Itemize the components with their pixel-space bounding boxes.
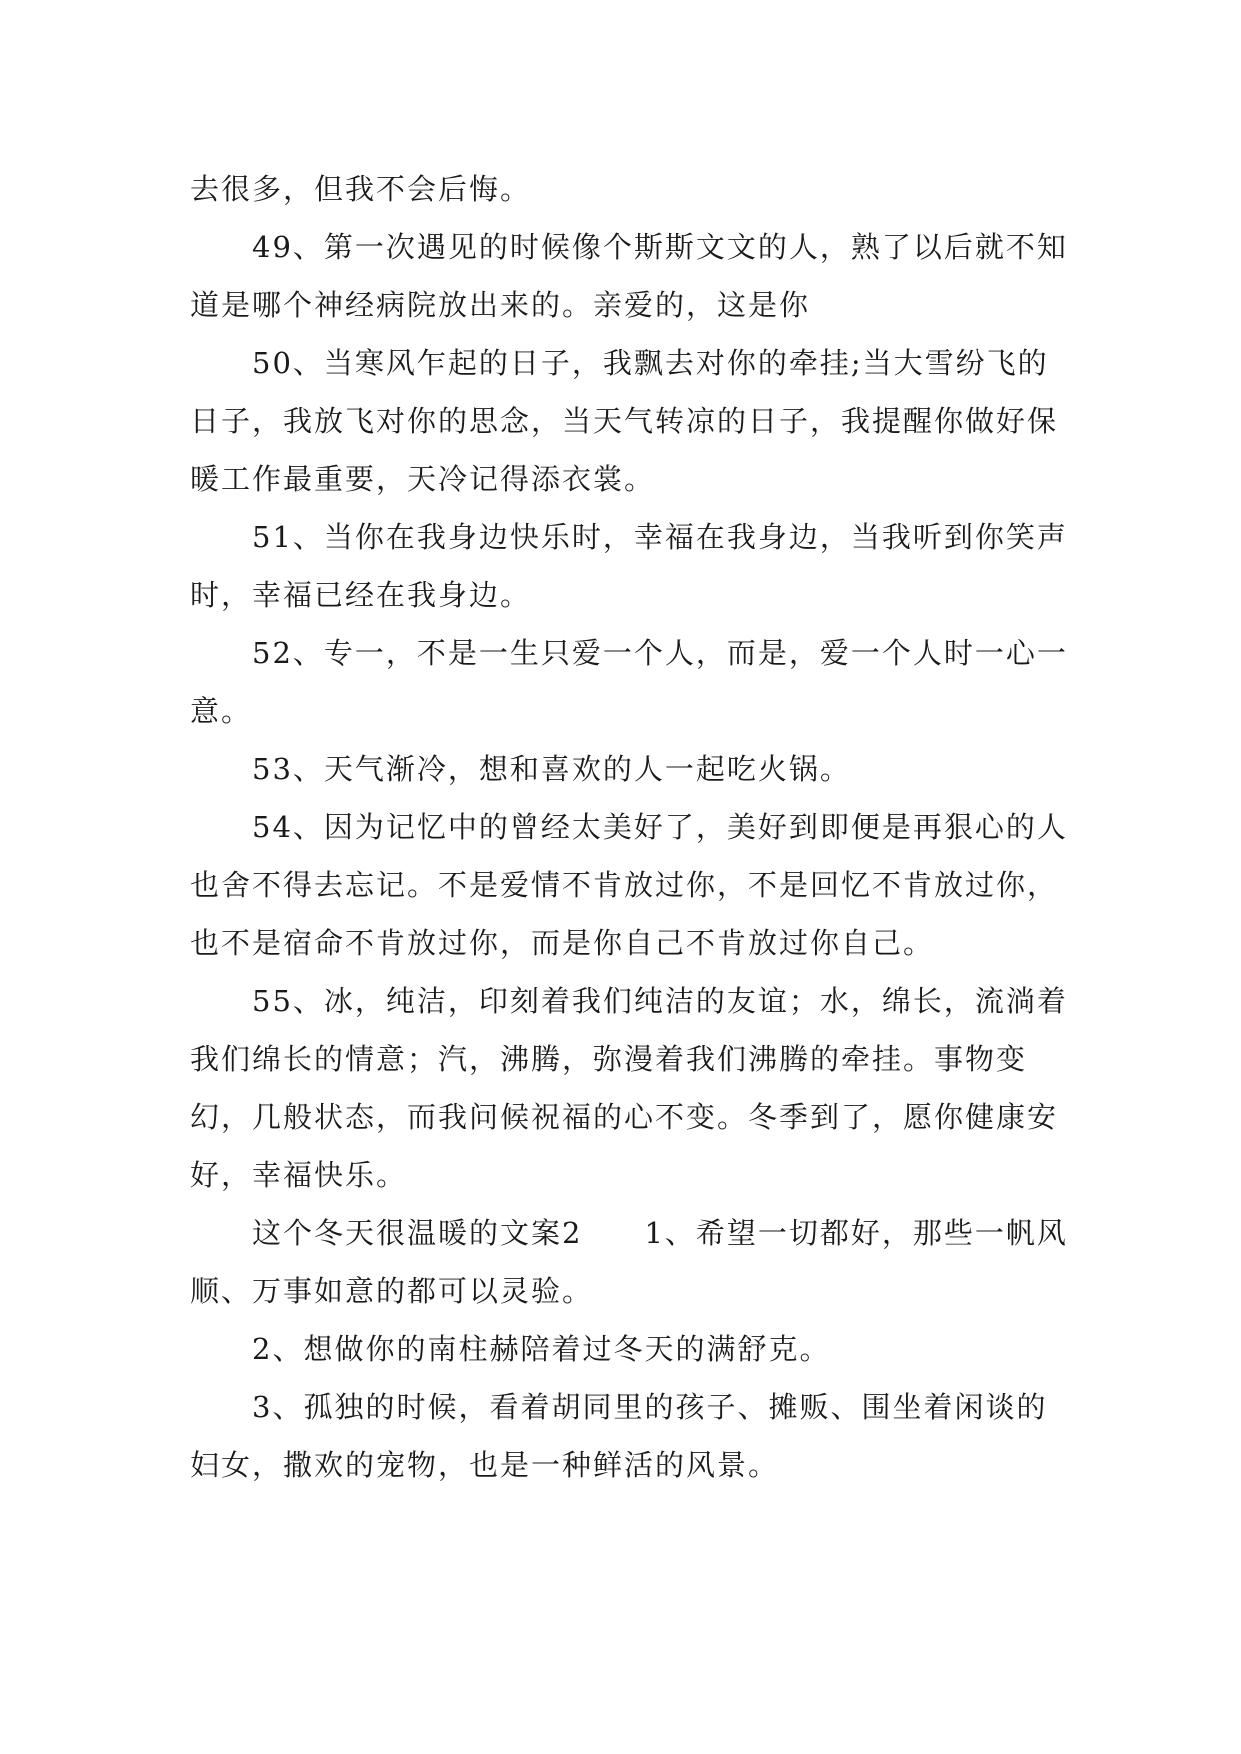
paragraph-0: 去很多，但我不会后悔。	[190, 172, 532, 206]
paragraph-49: 49、第一次遇见的时候像个斯斯文文的人，熟了以后就不知道是哪个神经病院放出来的。亲爱的，这是你	[190, 230, 1068, 322]
paragraph-2: 2、想做你的南柱赫陪着过冬天的满舒克。	[252, 1332, 831, 1366]
paragraph-50: 50、当寒风乍起的日子，我飘去对你的牵挂;当大雪纷飞的日子，我放飞对你的思念，当天气转凉的日子，我提醒你做好保暖工作最重要，天冷记得添衣裳。	[190, 346, 1059, 496]
paragraph-54: 54、因为记忆中的曾经太美好了，美好到即便是再狠心的人也舍不得去忘记。不是爱情不肯放过你，不是回忆不肯放过你，也不是宿命不肯放过你，而是你自己不肯放过你自己。	[190, 810, 1068, 960]
paragraph-51: 51、当你在我身边快乐时，幸福在我身边，当我听到你笑声时，幸福已经在我身边。	[190, 520, 1068, 612]
paragraph-55: 55、冰，纯洁，印刻着我们纯洁的友谊；水，绵长，流淌着我们绵长的情意；汽，沸腾，弥漫着我们沸腾的牵挂。事物变幻，几般状态，而我问候祝福的心不变。冬季到了，愿你健康安好，幸福快乐。	[190, 984, 1068, 1192]
paragraph-3: 3、孤独的时候，看着胡同里的孩子、摊贩、围坐着闲谈的妇女，撒欢的宠物，也是一种鲜活的风景。	[190, 1390, 1048, 1482]
document-body	[190, 160, 1070, 1494]
paragraph-52: 52、专一，不是一生只爱一个人，而是，爱一个人时一心一意。	[190, 636, 1068, 728]
paragraph-53: 53、天气渐冷，想和喜欢的人一起吃火锅。	[252, 752, 851, 786]
section-heading-paragraph: 这个冬天很温暖的文案2 1、希望一切都好，那些一帆风顺、万事如意的都可以灵验。	[190, 1216, 1068, 1308]
